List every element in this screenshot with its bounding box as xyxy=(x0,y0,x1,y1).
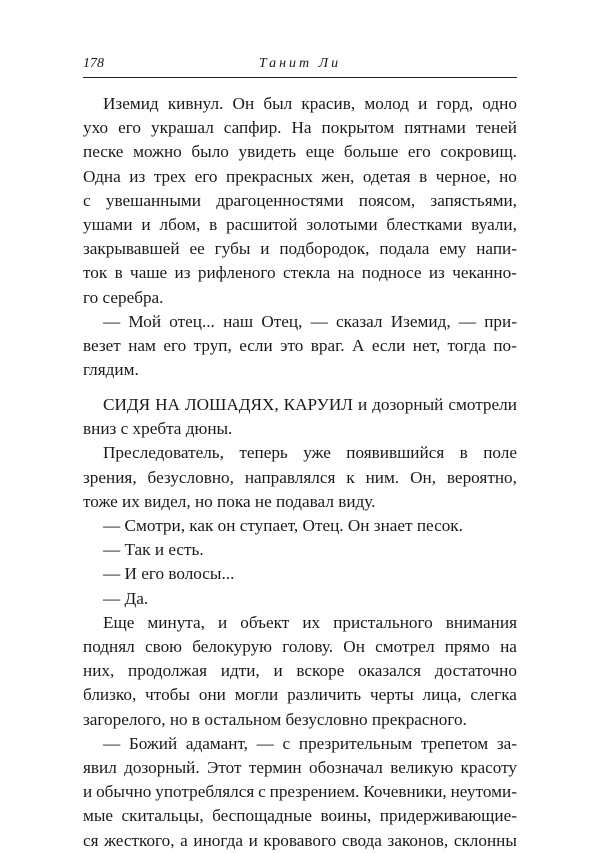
text-line: Преследователь, теперь уже появившийся в поле xyxy=(103,443,517,463)
text-line: — Так и есть. xyxy=(103,540,204,560)
text-line: — Да. xyxy=(103,588,149,608)
text-line: глядим. xyxy=(83,360,139,380)
text-line: ушами и лбом, в расшитой золотыми блестками вуали, xyxy=(83,215,517,235)
text-line: поднял свою белокурую голову. Он смотрел прямо на xyxy=(83,637,517,657)
text-line: Иземид кивнул. Он был красив, молод и горд, одно xyxy=(103,94,517,113)
text-line: них, продолжая идти, и вскоре оказался достаточно xyxy=(83,661,517,681)
text-line: — И его волосы... xyxy=(103,564,235,584)
text-line: — Мой отец... наш Отец, — сказал Иземид, — при- xyxy=(103,311,517,331)
text-line: загорелого, но в остальном безусловно прекрасного. xyxy=(83,709,467,729)
text-line: с увешанными драгоценностями поясом, запястьями, xyxy=(83,190,517,210)
text-line: закрывавшей ее губы и подбородок, подала ему напи- xyxy=(83,239,517,259)
text-line: близко, чтобы они могли различить черты лица, слегка xyxy=(83,685,517,705)
text-line: ток в чаше из рифленого стекла на подносе из чеканно- xyxy=(83,263,517,283)
text-line: мые скитальцы, беспощадные воины, придерживающие- xyxy=(83,806,517,826)
text-line: Еще минута, и объект их пристального внимания xyxy=(103,612,517,632)
text-line: зрения, безусловно, направлялся к ним. Он, вероятно, xyxy=(83,467,517,487)
text-line: Одна из трех его прекрасных жен, одетая в черное, но xyxy=(83,166,517,186)
header-divider xyxy=(83,77,517,78)
page-header xyxy=(83,56,517,78)
text-line: — Смотри, как он ступает, Отец. Он знает песок. xyxy=(103,516,463,536)
text-line: вниз с хребта дюны. xyxy=(83,419,233,439)
text-section-1 xyxy=(83,92,517,382)
text-line: ухо его украшал сапфир. На покрытом пятнами теней xyxy=(83,118,517,138)
running-title: Танит Ли xyxy=(258,56,342,71)
text-line: и обычно употреблялся с презрением. Кочевники, неутоми- xyxy=(83,782,517,802)
text-section-2 xyxy=(83,393,517,853)
text-line: тоже их видел, но пока не подавал виду. xyxy=(83,491,376,511)
text-line: ся жесткого, а иногда и кровавого свода законов, склонны xyxy=(83,830,517,850)
text-line: явил дозорный. Этот термин обозначал великую красоту xyxy=(83,758,517,778)
text-line: везет нам его труп, если это враг. А если нет, тогда по- xyxy=(83,336,517,356)
text-line: го серебра. xyxy=(83,287,164,307)
text-line: СИДЯ НА ЛОШАДЯХ, КАРУИЛ и дозорный смотрели xyxy=(103,395,517,414)
page-number: 178 xyxy=(83,56,104,71)
text-line: — Божий адамант, — с презрительным трепетом за- xyxy=(103,733,517,753)
text-line: песке можно было увидеть еще больше его сокровищ. xyxy=(83,142,517,162)
